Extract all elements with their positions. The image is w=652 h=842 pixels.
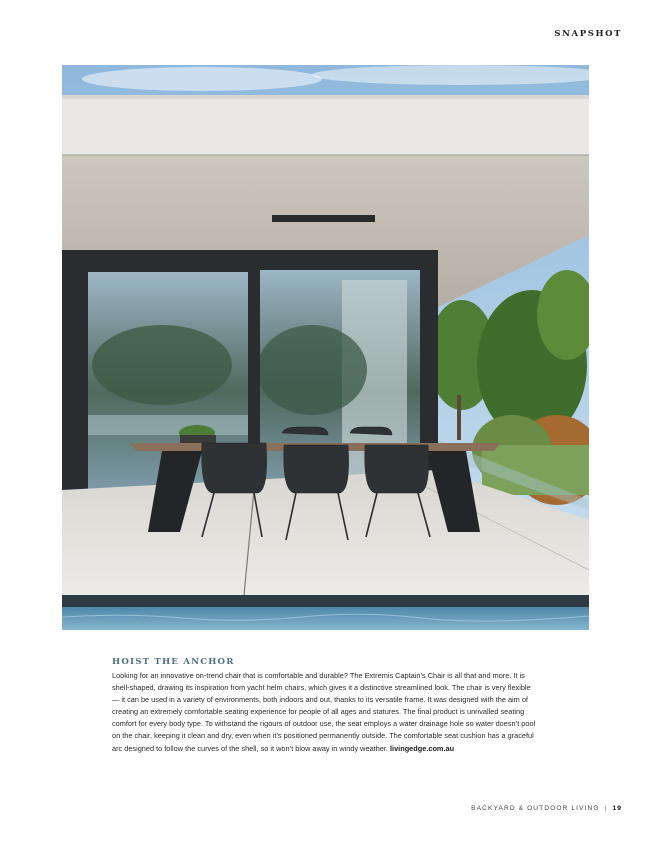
- article: [112, 657, 540, 755]
- page-number: 19: [612, 805, 622, 812]
- article-body-text: Looking for an innovative on-trend chair that is comfortable and durable? The Extremis Captain’s Chair is all that and more. It is shell-shaped, drawing its inspiration from yacht helm chairs, which gives it a distinctive streamlined look. The chair is very flexible — it can be used in a variety of environments, both indoors and out, thanks to its versatile frame. It was designed with the aim of creating an extremely comfortable seating experience for people of all ages and statures. The final product is unrivalled seating comfort for every body type. To withstand the rigours of outdoor use, the seat employs a water drainage hole so water doesn’t pool on the chair, keeping it clean and dry, even when it’s positioned permanently outside. The comfortable seat cushion has a graceful arc designed to follow the curves of the shell, so it won’t blow away in windy weather.: [112, 671, 536, 753]
- section-label: SNAPSHOT: [554, 29, 622, 39]
- page-footer: [471, 805, 622, 812]
- website-link[interactable]: livingedge.com.au: [390, 743, 455, 753]
- footer-separator: |: [604, 805, 608, 812]
- article-headline: HOIST THE ANCHOR: [112, 657, 235, 667]
- publication-name: BACKYARD & OUTDOOR LIVING: [471, 805, 600, 812]
- patio-photo: [62, 65, 589, 630]
- article-body: [112, 670, 540, 755]
